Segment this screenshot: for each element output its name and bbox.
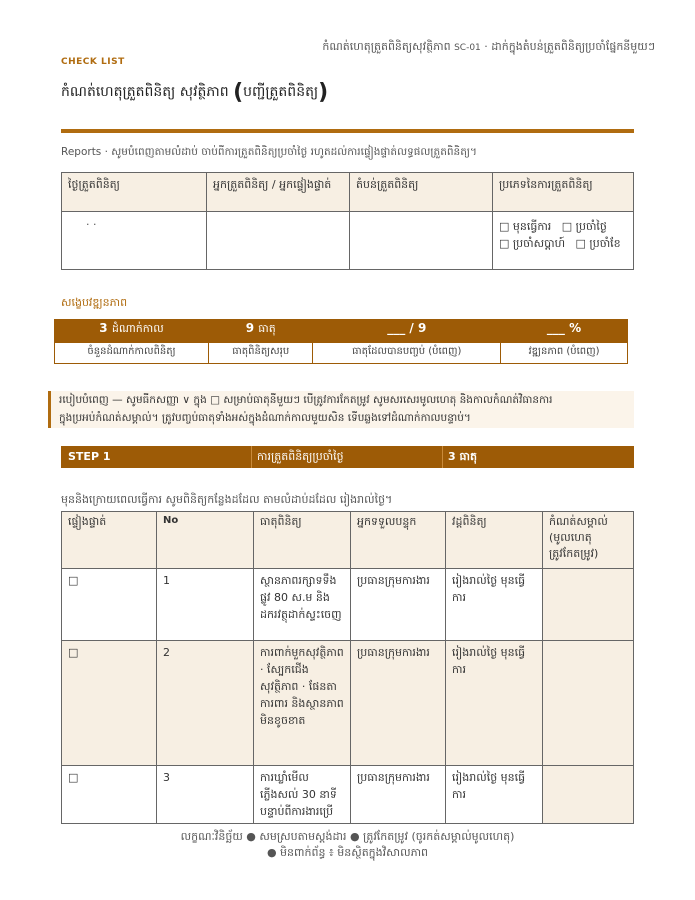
row-checkbox[interactable]: □ [62, 641, 157, 766]
header-title: កំណត់ហេតុត្រួតពិនិត្យសុវត្ថិភាព [322, 40, 451, 53]
summary-table [54, 319, 628, 364]
summary-items-unit: ធាតុ [258, 322, 276, 335]
items-header-owner: អ្នកទទួលបន្ទុក [351, 512, 446, 569]
info-header-area: តំបន់ត្រួតពិនិត្យ [350, 173, 493, 212]
summary-progress-number: ___ % [546, 321, 582, 335]
summary-items-value [209, 320, 313, 343]
row-cycle: រៀងរាល់ថ្ងៃ មុនធ្វើការ [446, 766, 543, 824]
summary-label-items: ធាតុពិនិត្យសរុប [209, 343, 313, 364]
footer-line-1: លក្ខណៈវិនិច្ឆ័យ ● សមស្របតាមស្តង់ដារ ● ត្រូវកែតម្រូវ (ចូរកត់សម្គាល់មូលហេតុ) [180, 830, 515, 843]
legend-footer [0, 829, 695, 861]
callout-line-1: របៀបបំពេញ — សូមធីកសញ្ញា ∨ ក្នុង □ សម្រាប់ធាតុនីមួយៗ បើត្រូវការកែតម្រូវ សូមសរសេរមូលហេតុ និងកាលកំណត់វិធានការ [59, 394, 553, 406]
summary-label-row [55, 343, 628, 364]
table-row [62, 569, 634, 641]
row-cycle: រៀងរាល់ថ្ងៃ មុនធ្វើការ [446, 569, 543, 641]
reports-instruction: Reports · សូមបំពេញតាមលំដាប់ ចាប់ពីការត្រួតពិនិត្យប្រចាំថ្ងៃ រហូតដល់ការផ្ទៀងផ្ទាត់លទ្ធផលត្រួតពិនិត្យ។ [61, 146, 477, 158]
row-number: 2 [157, 641, 254, 766]
area-field[interactable] [350, 212, 493, 270]
summary-label-progress: វឌ្ឍនភាព (បំពេញ) [501, 343, 628, 364]
row-checkbox[interactable]: □ [62, 766, 157, 824]
items-table [61, 511, 634, 824]
summary-items-number: 9 [245, 321, 255, 335]
page-title [61, 80, 328, 105]
info-header-type: ប្រភេទនៃការត្រួតពិនិត្យ [493, 173, 634, 212]
step-divider [442, 446, 443, 468]
row-owner: ប្រធានក្រុមការងារ [351, 766, 446, 824]
footer-line-2: ● មិនពាក់ព័ន្ធ ៖ មិនស្ថិតក្នុងវិសាលភាព [266, 846, 429, 859]
row-item: ស្ថានភាពរក្សាទទឹងផ្លូវ 80 ស.ម និងដករវត្ថុដាក់ស្ទះចេញ [254, 569, 351, 641]
type-options [493, 212, 634, 270]
title-main: កំណត់ហេតុត្រួតពិនិត្យ សុវត្ថិភាព [61, 84, 229, 100]
callout-line-2: ក្នុងប្រអប់កំណត់សម្គាល់។ ត្រូវបញ្ចប់ធាតុទាំងអស់ក្នុងដំណាក់កាលមួយសិន ទើបឆ្លងទៅដំណាក់កាលបន្ទាប់។ [59, 412, 471, 424]
type-option-weekly[interactable]: □ ប្រចាំសប្តាហ៍ [499, 237, 566, 250]
info-header-date: ថ្ងៃត្រួតពិនិត្យ [62, 173, 207, 212]
summary-completed-number: ___ / 9 [387, 321, 427, 335]
summary-stages-unit: ដំណាក់កាល [111, 322, 164, 335]
step-label: STEP 1 [68, 450, 111, 463]
checklist-label: CHECK LIST [61, 57, 125, 67]
summary-label-completed: ធាតុដែលបានបញ្ចប់ (បំពេញ) [313, 343, 501, 364]
row-note[interactable] [543, 569, 634, 641]
row-checkbox[interactable]: □ [62, 569, 157, 641]
items-header-cycle: វដ្តពិនិត្យ [446, 512, 543, 569]
row-note[interactable] [543, 766, 634, 824]
date-placeholder: · · [86, 218, 97, 231]
summary-value-row [55, 320, 628, 343]
items-header-row [62, 512, 634, 569]
step-bar [61, 446, 634, 468]
header-code: SC-01 [454, 43, 481, 53]
info-table [61, 172, 634, 270]
header-tail: · ដាក់ក្នុងតំបន់ត្រួតពិនិត្យប្រចាំផ្នែកនីមួយៗ [484, 40, 655, 53]
table-row [62, 641, 634, 766]
inspector-field[interactable] [207, 212, 350, 270]
items-header-note: កំណត់សម្គាល់ (មូលហេតុត្រូវកែតម្រូវ) [543, 512, 634, 569]
items-header-item: ធាតុពិនិត្យ [254, 512, 351, 569]
step-count: 3 ធាតុ [448, 450, 477, 463]
info-header-inspector: អ្នកត្រួតពិនិត្យ / អ្នកផ្ទៀងផ្ទាត់ [207, 173, 350, 212]
summary-progress-value[interactable] [501, 320, 628, 343]
type-option-daily[interactable]: □ ប្រចាំថ្ងៃ [561, 220, 607, 233]
table-row [62, 766, 634, 824]
title-divider [61, 129, 634, 133]
step-name: ការត្រួតពិនិត្យប្រចាំថ្ងៃ [257, 450, 344, 463]
step-intro: មុននិងក្រោយពេលធ្វើការ សូមពិនិត្យកន្លែងដដែល តាមលំដាប់ដដែល រៀងរាល់ថ្ងៃ។ [61, 493, 393, 506]
row-cycle: រៀងរាល់ថ្ងៃ មុនធ្វើការ [446, 641, 543, 766]
type-option-before-work[interactable]: □ មុនធ្វើការ [499, 220, 552, 233]
summary-stages-value [55, 320, 209, 343]
items-header-no: No [157, 512, 254, 569]
info-header-row [62, 173, 634, 212]
summary-title: សង្ខេបវឌ្ឍនភាព [61, 296, 128, 309]
row-number: 1 [157, 569, 254, 641]
title-paren-text: បញ្ជីត្រួតពិនិត្យ [243, 84, 319, 100]
row-number: 3 [157, 766, 254, 824]
items-header-check: ផ្ទៀងផ្ទាត់ [62, 512, 157, 569]
summary-completed-value[interactable] [313, 320, 501, 343]
row-owner: ប្រធានក្រុមការងារ [351, 569, 446, 641]
summary-label-stages: ចំនួនដំណាក់កាលពិនិត្យ [55, 343, 209, 364]
instructions-callout [48, 391, 634, 428]
step-divider [251, 446, 252, 468]
row-note[interactable] [543, 641, 634, 766]
row-item: ការពាក់មួកសុវត្ថិភាព · ស្បែកជើងសុវត្ថិភាព · ផែនតាការពារ និងស្ថានភាពមិនខូចខាត [254, 641, 351, 766]
header-text [322, 40, 655, 56]
type-option-monthly[interactable]: □ ប្រចាំខែ [575, 237, 621, 250]
summary-stages-number: 3 [99, 321, 108, 335]
date-field[interactable] [62, 212, 207, 270]
title-paren-open: ( [233, 80, 244, 105]
row-item: ការឃ្លាំមើលភ្លើងសល់ 30 នាទីបន្ទាប់ពីការងារប្រើ [254, 766, 351, 824]
title-paren-close: ) [318, 80, 329, 105]
row-owner: ប្រធានក្រុមការងារ [351, 641, 446, 766]
info-input-row [62, 212, 634, 270]
